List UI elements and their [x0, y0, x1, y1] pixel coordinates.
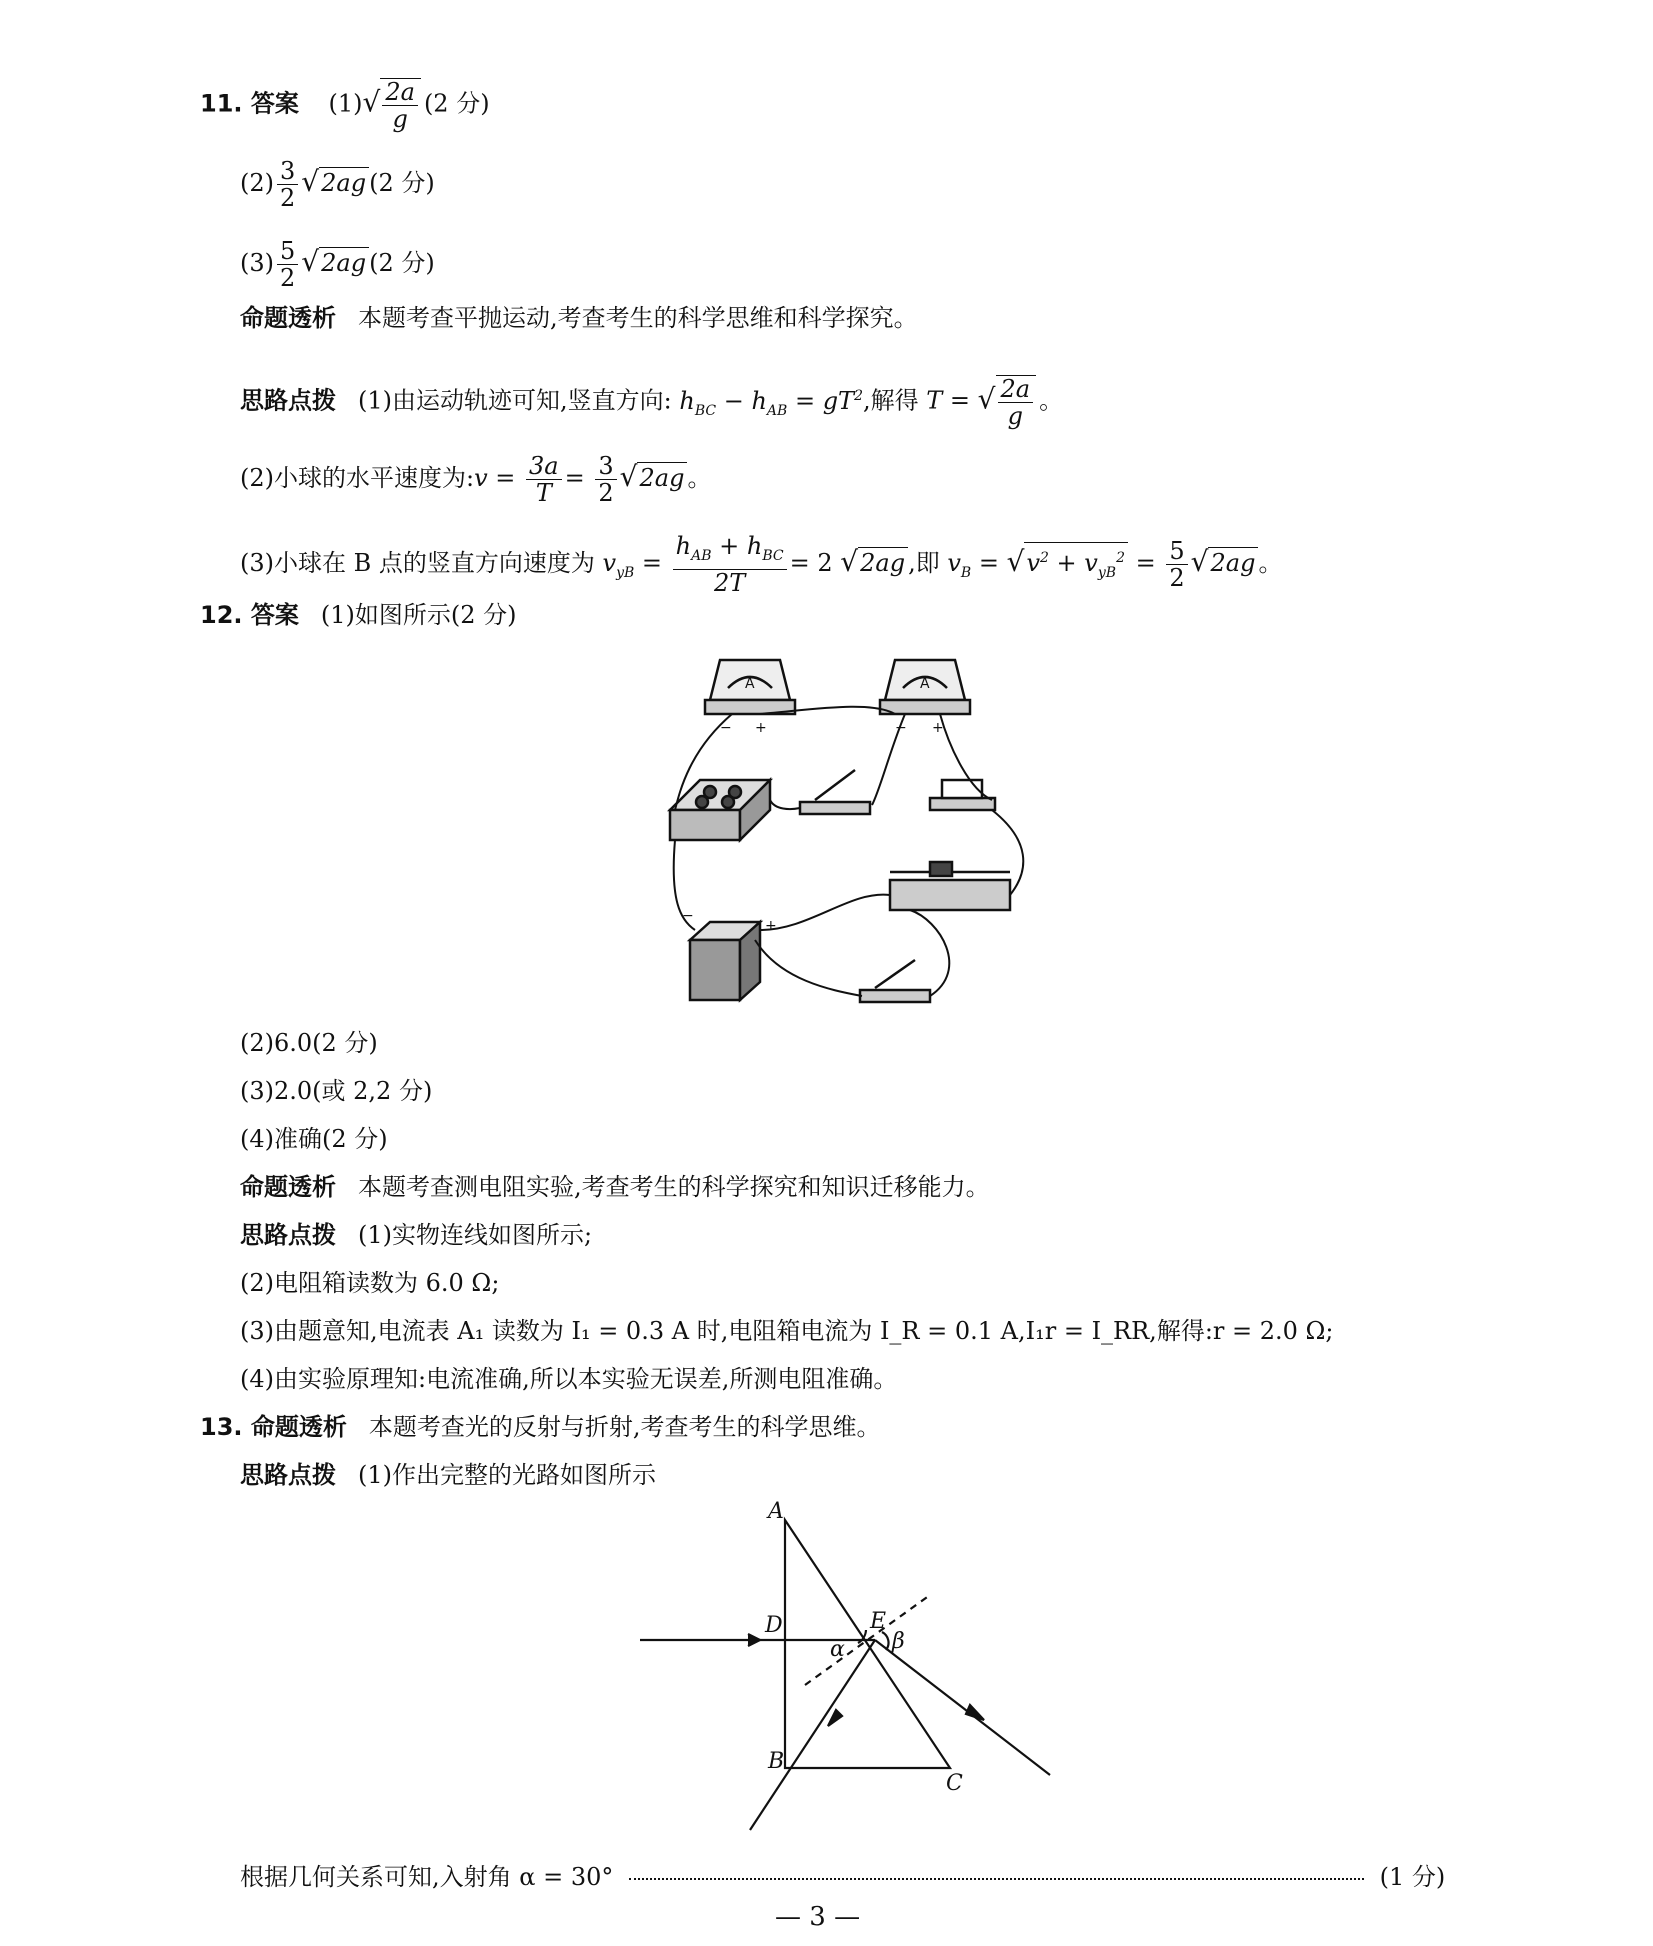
- optics-figure: [630, 1500, 1070, 1840]
- q11-part1: (1): [328, 89, 363, 118]
- q11-frac-2a-g: $\frac{2a}{g}$: [380, 78, 421, 132]
- prism-triangle: [785, 1520, 950, 1768]
- q11-score1: (2 分): [423, 89, 490, 118]
- svg-text:A: A: [745, 676, 755, 692]
- q11-hint1-line: 思路点拨 (1)由运动轨迹可知,竖直方向: $h_{BC} - h_{AB} = gT^2$,解得 T = √ $\frac{2a}{g}$ 。: [240, 375, 1064, 430]
- q12-analysis-line: 命题透析 本题考查测电阻实验,考查考生的科学探究和知识迁移能力。: [240, 1173, 990, 1201]
- q11-hint2-line: (2)小球的水平速度为:v = $\frac{3a}{T}$ = $\frac{3}{2}$ √2ag 。: [240, 452, 712, 507]
- q12-hint1-line: 思路点拨 (1)实物连线如图所示;: [240, 1221, 593, 1249]
- q12-answer-line: 12. 答案 (1)如图所示(2 分): [200, 601, 517, 629]
- svg-text:A: A: [920, 676, 930, 692]
- svg-text:−: −: [682, 908, 694, 924]
- svg-text:−: −: [720, 720, 732, 736]
- rheostat-icon: [890, 862, 1010, 910]
- q13-last-line: 根据几何关系可知,入射角 α = 30° (1 分): [240, 1863, 1446, 1891]
- svg-text:E: E: [870, 1609, 887, 1634]
- resistance-box-icon: [670, 780, 770, 840]
- q11-label: 11. 答案: [200, 89, 299, 118]
- q11-answer-line: 11. 答案 (1)√ $\frac{2a}{g}$ (2 分): [200, 78, 490, 133]
- reflected-ray: [750, 1640, 875, 1830]
- q12-part4: (4)准确(2 分): [240, 1125, 388, 1153]
- q11-part3-line: (3) $\frac{5}{2}$ √2ag (2 分): [240, 237, 435, 292]
- q12-hint2: (2)电阻箱读数为 6.0 Ω;: [240, 1269, 500, 1297]
- q11-part2-line: (2) $\frac{3}{2}$ √2ag (2 分): [240, 157, 435, 212]
- svg-text:−: −: [895, 720, 907, 736]
- switch-1-icon: [800, 770, 870, 814]
- svg-text:C: C: [946, 1771, 963, 1796]
- q13-analysis-line: 13. 命题透析 本题考查光的反射与折射,考查考生的科学思维。: [200, 1413, 881, 1441]
- circuit-figure: [650, 640, 1050, 1020]
- q11-analysis-line: 命题透析 本题考查平抛运动,考查考生的科学思维和科学探究。: [240, 304, 918, 332]
- q13-hint1-line: 思路点拨 (1)作出完整的光路如图所示: [240, 1461, 656, 1489]
- arrow-1: [748, 1634, 760, 1646]
- q12-hint4: (4)由实验原理知:电流准确,所以本实验无误差,所测电阻准确。: [240, 1365, 898, 1393]
- svg-text:D: D: [765, 1613, 783, 1638]
- svg-text:α: α: [830, 1637, 845, 1662]
- svg-text:B: B: [768, 1749, 785, 1774]
- arrow-3: [966, 1705, 984, 1720]
- q12-part3: (3)2.0(或 2,2 分): [240, 1077, 433, 1105]
- arrow-2: [828, 1710, 842, 1726]
- svg-text:+: +: [765, 918, 777, 934]
- svg-text:+: +: [755, 720, 767, 736]
- svg-text:β: β: [892, 1629, 905, 1654]
- svg-text:A: A: [768, 1500, 784, 1524]
- refracted-ray: [875, 1640, 1050, 1775]
- q12-part2: (2)6.0(2 分): [240, 1029, 378, 1057]
- switch-2-icon: [860, 960, 930, 1002]
- q12-hint3: (3)由题意知,电流表 A₁ 读数为 I₁ = 0.3 A 时,电阻箱电流为 I_R = 0.1 A,I₁r = I_RR,解得:r = 2.0 Ω;: [240, 1317, 1334, 1345]
- page-number: — 3 —: [775, 1902, 861, 1932]
- q11-hint3-line: (3)小球在 B 点的竖直方向速度为 $v_{yB}$ = $\frac{h_{AB} + h_{BC}}{2T}$ = 2 √2ag ,即 $v_B = √v^2 + v_{yB}^2$ = $\frac{5}{2}$ √2ag 。: [240, 532, 1283, 597]
- battery-icon: [690, 922, 760, 1000]
- svg-text:+: +: [932, 720, 944, 736]
